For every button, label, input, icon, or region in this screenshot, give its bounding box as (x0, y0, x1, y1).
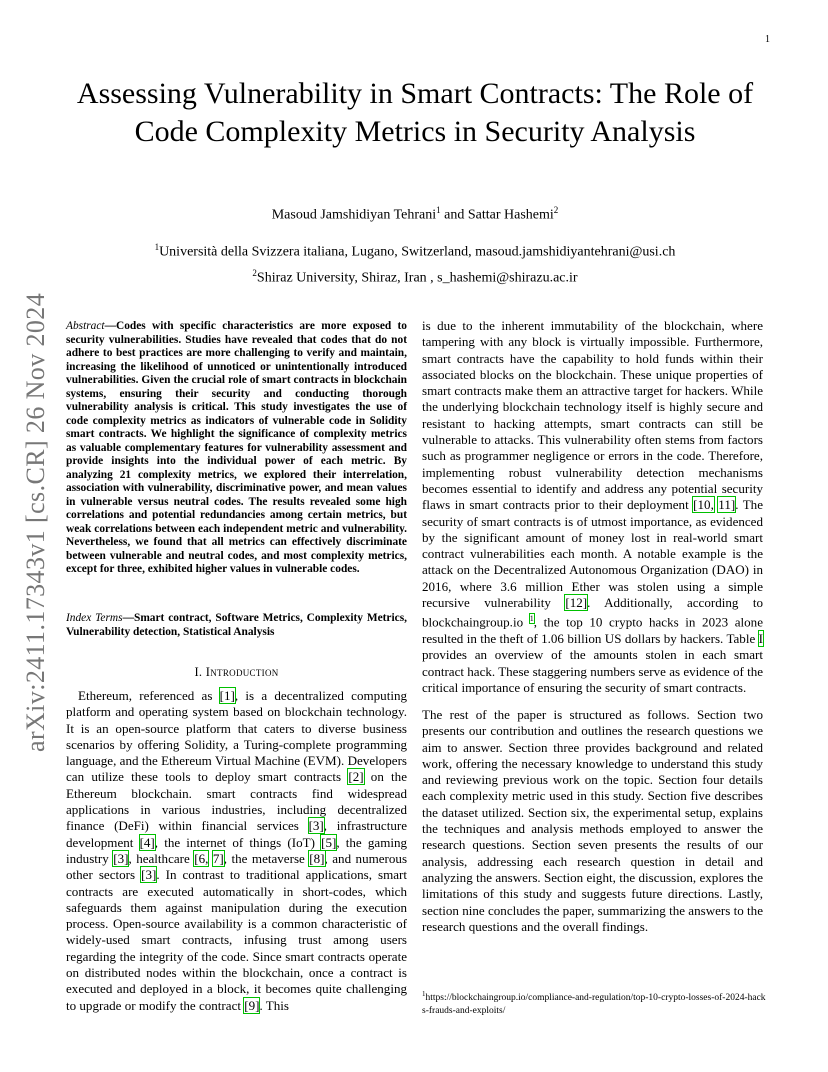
author-affiliation-mark: 1 (436, 205, 441, 215)
footnote-mark: 1 (422, 990, 426, 998)
citation-link[interactable]: [3] (141, 867, 157, 883)
body-text: provides an overview of the amounts stolen in each smart contract hack. These staggering numbers serve as evidence of the critical importance of ensuring the security of smart contracts. (422, 647, 764, 695)
intro-paragraph-left (66, 688, 407, 1014)
citation-link[interactable]: [9] (244, 997, 260, 1013)
affiliations (60, 237, 770, 288)
citation-link[interactable]: 11] (718, 497, 736, 513)
paper-title: Assessing Vulnerability in Smart Contracts: The Role of Code Complexity Metrics in Security Analysis (76, 77, 754, 148)
section-number: I. (194, 665, 206, 679)
author-line (60, 205, 770, 224)
author-conjunction: and (440, 207, 468, 223)
citation-link[interactable]: [10, (693, 497, 714, 513)
citation-link[interactable]: [4] (139, 834, 155, 850)
citation-link[interactable]: [5] (321, 834, 337, 850)
index-terms-label: Index Terms (66, 612, 123, 624)
paper-structure-paragraph: The rest of the paper is structured as follows. Section two presents our contribution and outlines the research questions we aim to answer. Section three provides background and related work, offering the necessary knowledge to understand this study and reviewing previous work on the topic. Section four details each complexity metric used in this study. Section five describes the dataset utilized. Section six, the experimental setup, explains the techniques and analysis methods employed to answer the research questions. Section seven presents the results of our analysis, addressing each research question in detail and analyzing the answers. Section eight, the discussion, explores the limitations of this study and suggests future directions. Lastly, section nine concludes the paper, summarizing the answers to the research questions and the overall findings. (422, 707, 763, 934)
citation-link[interactable]: [3] (308, 818, 324, 834)
footnote-link[interactable]: 1 (529, 614, 534, 624)
footnote-url[interactable]: https://blockchaingroup.io/compliance-and-regulation/top-10-crypto-losses-of-2024-hacks-frauds-and-exploits/ (422, 993, 766, 1016)
index-terms-text: —Smart contract, Software Metrics, Complexity Metrics, Vulnerability detection, Statistical Analysis (66, 612, 407, 638)
body-text: . The security of smart contracts is of utmost importance, as evidenced by the significant amount of money lost in real-world smart contract vulnerabilities each month. A notable example is the attack on the Decentralized Autonomous Organization (DAO) in 2016, where 3.6 million Ether was stolen using a simple recursive vulnerability (422, 497, 763, 611)
body-text: , the top 10 crypto hacks in 2023 alone resulted in the theft of 1.06 billion US dollars by hackers. Table (422, 614, 763, 646)
body-text: , the metaverse (223, 850, 310, 866)
affiliation-1 (60, 237, 770, 263)
body-text: . Additionally, according to blockchaingroup.io (422, 595, 763, 630)
body-text: , healthcare (128, 850, 195, 866)
body-text: . In contrast to traditional applications, smart contracts are executed automatically in short-codes, which safeguards them against manipulation during the execution process. Open-source availability is a common characteristic of widely-used smart contracts, infusing trust among users regarding the integrity of the code. Since smart contracts operate on distributed nodes within the blockchain, once a contract is executed and deployed in a block, it becomes quite challenging to upgrade or modify the contract (66, 867, 408, 1013)
body-text: , the internet of things (IoT) (154, 834, 322, 850)
body-text: , the gaming industry (66, 834, 408, 866)
intro-paragraph-right (422, 318, 763, 696)
body-text: , is a decentralized computing platform and operating system based on blockchain technology. It is an open-source platform that caters to diverse business scenarios by offering Solidity, a Turing-complete programming language, and the Ethereum Virtual Machine (EVM). Developers can utilize these tools to deploy smart contracts (66, 688, 407, 785)
citation-link[interactable]: 7] (212, 850, 224, 866)
affiliation-text: Università della Svizzera italiana, Lugano, Switzerland, masoud.jamshidiyantehrani@usi.ch (159, 244, 676, 260)
body-text: is due to the inherent immutability of the blockchain, where tampering with any block is virtually impossible. Furthermore, smart contracts have the capability to hold funds within their associated blocks on the blockchain. These unique properties of smart contracts make them an attractive target for hackers. While the underlying blockchain technology itself is highly secure and resistant to hacking attempts, smart contracts can still be vulnerable to attacks. This vulnerability often stems from factors such as programmer negligence or errors in the code. Therefore, implementing robust vulnerability detection mechanisms becomes essential to identify and address any potential security flaws in smart contracts prior to their deployment (422, 318, 763, 513)
citation-link[interactable]: [3] (113, 850, 129, 866)
section-heading (66, 665, 407, 680)
footnote (422, 988, 767, 1017)
citation-link[interactable]: [12] (565, 595, 588, 611)
citation-link[interactable]: [6, (194, 850, 209, 866)
citation-link[interactable]: [1] (219, 688, 235, 703)
author-affiliation-mark: 2 (553, 205, 559, 215)
body-text: on the Ethereum blockchain. smart contracts find widespread applications in various industries, including decentralized finance (DeFi) within financial services (66, 769, 407, 834)
index-terms (66, 612, 407, 639)
affiliation-mark: 2 (252, 267, 257, 278)
citation-link[interactable]: [2] (348, 769, 364, 785)
citation-link[interactable]: [8] (309, 850, 325, 866)
abstract-text: —Codes with specific characteristics are more exposed to security vulnerabilities. Studies have revealed that codes that do not adhere to best practices are more challenging to verify and maintain, increasing the likelihood of unnoticed or unintentionally introduced vulnerabilities. Given the crucial role of smart contracts in blockchain systems, ensuring their security and conducting thorough vulnerability analysis is critical. This study investigates the use of code complexity metrics as indicators of vulnerable code in Solidity smart contracts. We highlight the significance of complexity metrics as valuable complementary features for vulnerability assessment and provide insights into the individual power of each metric. By analyzing 21 complexity metrics, we explored their interrelation, association with vulnerability, discriminative power, and mean values in vulnerable versus neutral codes. The results revealed some high correlations and potential redundancies among certain metrics, but weak correlations between each independent metric and vulnerability. Nevertheless, we found that all metrics can effectively discriminate between vulnerable and neutral codes, and most complexity metrics, except for three, exhibited higher values in vulnerable codes. (66, 320, 407, 575)
page-number: 1 (765, 34, 770, 45)
body-text: . This (259, 997, 289, 1013)
affiliation-text: Shiraz University, Shiraz, Iran , s_hashemi@shirazu.ac.ir (256, 270, 578, 286)
abstract-label: Abstract (66, 320, 105, 332)
author-name: Sattar Hashemi (467, 207, 554, 223)
table-link[interactable]: I (758, 630, 763, 646)
body-text: , infrastructure development (66, 818, 407, 850)
section-title: Introduction (205, 665, 279, 679)
affiliation-2 (60, 263, 770, 289)
abstract (66, 320, 407, 577)
arxiv-identifier: arXiv:2411.17343v1 [cs.CR] 26 Nov 2024 (21, 292, 50, 752)
body-text: Ethereum, referenced as (78, 688, 220, 703)
body-text: , and numerous other sectors (66, 850, 408, 883)
affiliation-mark: 1 (154, 242, 160, 252)
author-name: Masoud Jamshidiyan Tehrani (271, 207, 437, 223)
